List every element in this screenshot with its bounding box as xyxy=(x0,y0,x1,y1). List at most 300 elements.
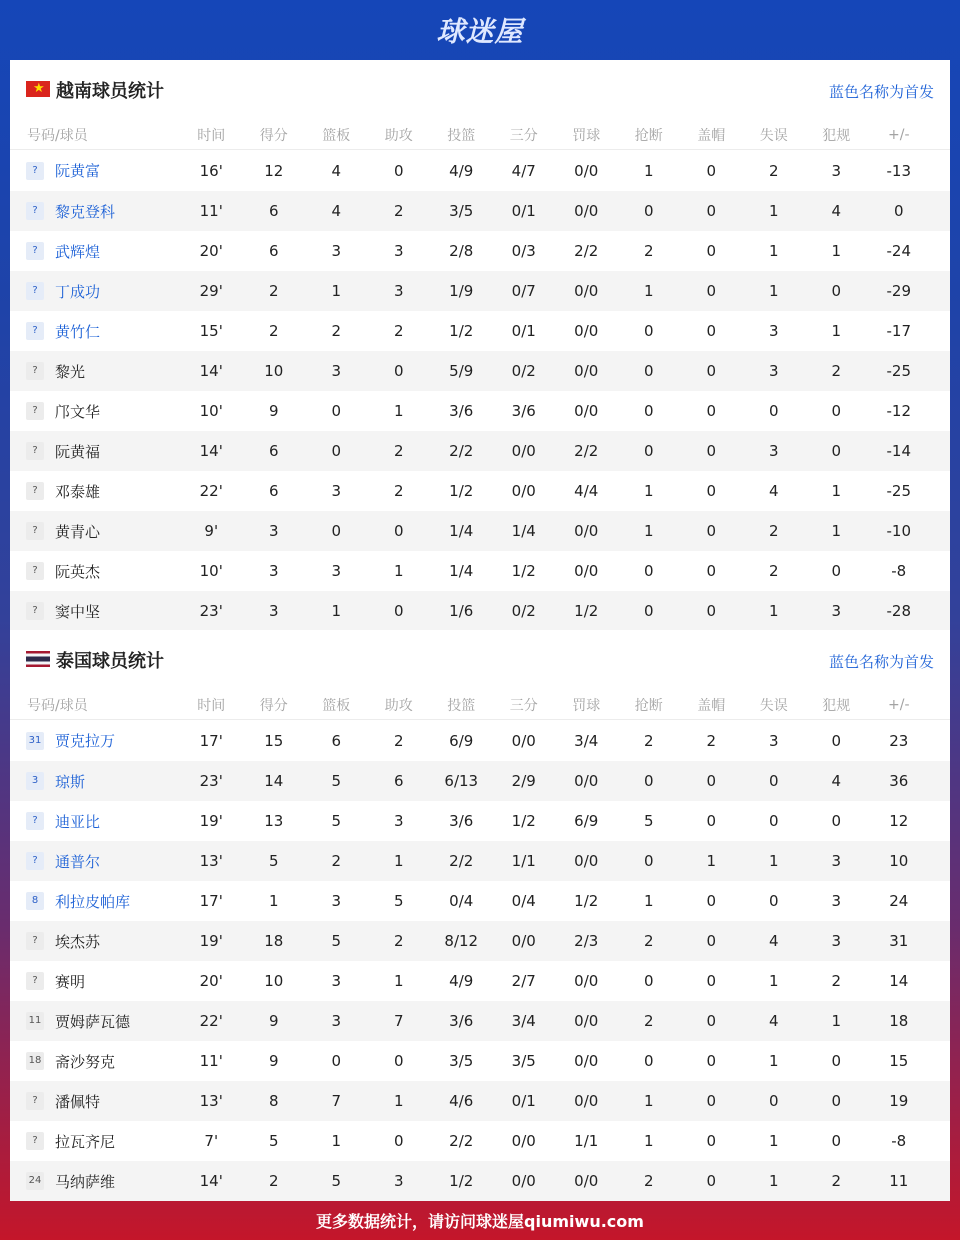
stat-cell: 3 xyxy=(768,442,779,460)
stat-cell: 0 xyxy=(706,602,717,620)
stat-cell: 1 xyxy=(643,282,654,300)
stat-cell: 3 xyxy=(768,362,779,380)
stat-cell: 0 xyxy=(831,1132,842,1150)
column-header: 犯规 xyxy=(822,127,851,144)
stat-cell: 3/6 xyxy=(449,1012,474,1030)
player-row xyxy=(10,921,950,961)
player-name[interactable]: 通普尔 xyxy=(55,852,101,871)
player-name[interactable]: 邝文华 xyxy=(55,402,101,421)
player-name[interactable]: 黄竹仁 xyxy=(55,322,101,341)
stat-cell: 9' xyxy=(204,522,219,540)
jersey-number: 24 xyxy=(26,1172,44,1190)
stat-cell: 10 xyxy=(889,852,909,870)
stat-cell: 0 xyxy=(393,161,404,180)
stat-cell: 6 xyxy=(268,242,279,260)
section-title: 越南球员统计 xyxy=(56,81,164,102)
player-row xyxy=(10,231,950,271)
player-name[interactable]: 阮黄富 xyxy=(55,162,101,180)
player-name[interactable]: 黄青心 xyxy=(55,522,101,541)
column-header: 抢断 xyxy=(634,697,663,714)
stat-cell: -8 xyxy=(891,562,907,580)
stat-cell: 0 xyxy=(706,1012,717,1030)
stat-cell: 0 xyxy=(706,242,717,260)
stat-cell: 1 xyxy=(393,1092,404,1110)
player-name[interactable]: 斋沙努克 xyxy=(55,1052,116,1071)
stat-cell: 0/0 xyxy=(574,1052,599,1070)
stat-cell: 1 xyxy=(831,522,842,540)
stat-cell: 1 xyxy=(643,482,654,500)
jersey-number: ? xyxy=(26,972,44,990)
stat-cell: 3 xyxy=(268,602,279,620)
stat-cell: 10 xyxy=(264,362,284,380)
stat-cell: 4/6 xyxy=(449,1092,474,1110)
stat-cell: 5 xyxy=(331,1172,342,1190)
stat-cell: 2 xyxy=(831,1172,842,1190)
stat-cell: 19' xyxy=(199,932,223,950)
stat-cell: 0 xyxy=(643,402,654,420)
player-row xyxy=(10,191,950,231)
stat-cell: 0/4 xyxy=(511,892,536,910)
jersey-number: ? xyxy=(26,602,44,620)
player-row xyxy=(10,351,950,391)
stat-cell: 0 xyxy=(706,892,717,910)
stat-cell: 1 xyxy=(768,1052,779,1070)
stat-cell: 0 xyxy=(706,402,717,420)
player-row xyxy=(10,271,950,311)
stat-cell: 0/0 xyxy=(574,202,599,220)
player-name[interactable]: 利拉皮帕库 xyxy=(55,892,131,911)
stat-cell: 13' xyxy=(199,852,223,870)
stat-cell: 0 xyxy=(831,402,842,420)
stat-cell: 0 xyxy=(831,1092,842,1110)
stat-cell: 0 xyxy=(706,442,717,460)
stat-cell: 0 xyxy=(768,892,779,910)
header-bar xyxy=(0,0,960,60)
stat-cell: 0/1 xyxy=(511,202,536,220)
stat-cell: 22' xyxy=(199,1012,223,1030)
stat-cell: 0/0 xyxy=(574,362,599,380)
stat-cell: 6/9 xyxy=(574,812,599,830)
player-name[interactable]: 阮英杰 xyxy=(55,562,101,581)
stat-cell: 2 xyxy=(331,852,342,870)
stat-cell: 24 xyxy=(889,892,909,910)
vietnam-flag-icon: ★ xyxy=(26,81,50,97)
column-header: 失误 xyxy=(759,697,788,714)
jersey-number: ? xyxy=(26,562,44,580)
stat-cell: 0 xyxy=(643,772,654,790)
stat-cell: 0 xyxy=(393,522,404,540)
stat-cell: 0 xyxy=(706,562,717,580)
stat-cell: 2/7 xyxy=(511,972,536,990)
stat-cell: 1/4 xyxy=(511,522,536,540)
stat-cell: 3/4 xyxy=(511,1012,536,1030)
player-cell xyxy=(10,241,180,262)
stat-cell: 0 xyxy=(706,202,717,220)
jersey-number: ? xyxy=(26,362,44,380)
stat-cell: 9 xyxy=(268,1052,279,1070)
stat-cell: 0 xyxy=(706,161,717,180)
stat-cell: 2/2 xyxy=(574,242,599,260)
stat-cell: 0 xyxy=(706,972,717,990)
thailand-flag-icon xyxy=(26,651,50,667)
player-name[interactable]: 黎克登科 xyxy=(55,202,116,221)
column-header: 助攻 xyxy=(384,697,413,714)
stat-cell: 3/6 xyxy=(449,402,474,420)
stat-cell: 2/2 xyxy=(449,852,474,870)
stat-cell: 6/9 xyxy=(449,731,474,750)
player-name[interactable]: 贾克拉万 xyxy=(55,732,116,750)
stat-cell: 1 xyxy=(768,242,779,260)
player-cell xyxy=(10,401,180,422)
stat-cell: 1 xyxy=(643,892,654,910)
stat-cell: 3 xyxy=(393,282,404,300)
stat-cell: 0 xyxy=(643,322,654,340)
stat-cell: 2 xyxy=(768,161,779,180)
stat-cell: 4 xyxy=(768,932,779,950)
player-name[interactable]: 拉瓦齐尼 xyxy=(55,1132,116,1151)
stat-cell: 5 xyxy=(331,812,342,830)
stat-cell: 3 xyxy=(831,892,842,910)
player-cell xyxy=(10,771,180,792)
stat-cell: 3/6 xyxy=(449,812,474,830)
column-header: 三分 xyxy=(509,697,538,714)
player-name[interactable]: 阮黄福 xyxy=(55,442,101,461)
stat-cell: 1 xyxy=(831,1012,842,1030)
jersey-number: ? xyxy=(26,812,44,830)
player-cell xyxy=(10,201,180,222)
player-name[interactable]: 埃杰苏 xyxy=(55,932,101,951)
stat-cell: 1 xyxy=(768,1132,779,1150)
stat-cell: 2 xyxy=(393,932,404,950)
stat-cell: 2 xyxy=(331,322,342,340)
stat-cell: 1 xyxy=(331,282,342,300)
stat-cell: 14 xyxy=(264,772,284,790)
stat-cell: 0/0 xyxy=(574,1092,599,1110)
stat-cell: 0 xyxy=(643,562,654,580)
stat-cell: 0/0 xyxy=(511,731,536,750)
column-header: 得分 xyxy=(259,697,288,714)
stat-cell: 1 xyxy=(768,1172,779,1190)
stat-cell: 2 xyxy=(768,522,779,540)
stat-cell: -28 xyxy=(886,602,911,620)
player-name[interactable]: 琼斯 xyxy=(55,772,86,791)
column-header: 盖帽 xyxy=(697,127,726,144)
player-row xyxy=(10,801,950,841)
player-cell xyxy=(10,891,180,912)
stat-cell: 1 xyxy=(831,242,842,260)
stat-cell: 0/0 xyxy=(574,1172,599,1190)
table-header xyxy=(10,120,950,150)
stat-cell: 6 xyxy=(268,442,279,460)
stat-cell: 2/8 xyxy=(449,242,474,260)
stat-cell: 14' xyxy=(199,362,223,380)
stat-cell: 14' xyxy=(199,1172,223,1190)
stat-cell: 3 xyxy=(393,1172,404,1190)
stat-cell: 1/1 xyxy=(511,852,536,870)
column-header: 时间 xyxy=(197,127,226,144)
stat-cell: 3 xyxy=(268,522,279,540)
stat-cell: 0/1 xyxy=(511,322,536,340)
stat-cell: 2 xyxy=(643,932,654,950)
player-row xyxy=(10,150,950,191)
stat-cell: 11' xyxy=(199,1052,223,1070)
player-name[interactable]: 迪亚比 xyxy=(55,812,101,831)
stat-cell: 13' xyxy=(199,1092,223,1110)
stat-cell: 3 xyxy=(331,362,342,380)
jersey-number: ? xyxy=(26,932,44,950)
stat-cell: 3/4 xyxy=(574,731,599,750)
player-cell xyxy=(10,521,180,542)
stat-cell: 0 xyxy=(706,812,717,830)
stat-cell: 1 xyxy=(331,602,342,620)
player-row xyxy=(10,551,950,591)
stat-cell: 0/2 xyxy=(511,362,536,380)
stat-cell: 1 xyxy=(643,1092,654,1110)
stat-cell: 4/9 xyxy=(449,161,474,180)
stat-cell: 11 xyxy=(889,1172,909,1190)
stat-cell: 3/5 xyxy=(511,1052,536,1070)
footer-banner[interactable]: 更多数据统计，请访问球迷屋qiumiwu.com xyxy=(316,1211,644,1231)
player-cell xyxy=(10,1051,180,1072)
table-body xyxy=(10,720,950,1201)
stat-cell: 1 xyxy=(393,972,404,990)
player-name[interactable]: 窦中坚 xyxy=(55,602,101,621)
stat-cell: 1/2 xyxy=(449,482,474,500)
stat-cell: 5/9 xyxy=(449,362,474,380)
player-cell xyxy=(10,160,180,181)
stat-cell: 1 xyxy=(331,1132,342,1150)
stat-cell: -13 xyxy=(886,161,911,180)
stat-cell: 23 xyxy=(889,731,909,750)
player-row xyxy=(10,431,950,471)
stat-cell: 0 xyxy=(643,362,654,380)
stat-cell: 1/9 xyxy=(449,282,474,300)
stat-cell: 14' xyxy=(199,442,223,460)
stat-cell: 15 xyxy=(889,1052,909,1070)
player-cell xyxy=(10,1011,180,1032)
stat-cell: 1 xyxy=(643,161,654,180)
stat-cell: 0 xyxy=(831,282,842,300)
stat-cell: 2/9 xyxy=(511,772,536,790)
stat-cell: 2 xyxy=(268,282,279,300)
section-header xyxy=(10,60,950,120)
stat-cell: 2/2 xyxy=(449,442,474,460)
stat-cell: 0/0 xyxy=(511,1172,536,1190)
column-header: 助攻 xyxy=(384,127,413,144)
player-cell xyxy=(10,281,180,302)
player-row xyxy=(10,761,950,801)
stat-cell: 18 xyxy=(889,1012,909,1030)
stat-cell: 3 xyxy=(831,852,842,870)
stat-cell: 1 xyxy=(643,1132,654,1150)
thailand-stats-panel xyxy=(10,630,950,1200)
jersey-number: 8 xyxy=(26,892,44,910)
player-name[interactable]: 马纳萨维 xyxy=(55,1172,116,1191)
stat-cell: 0 xyxy=(831,442,842,460)
stat-cell: 0 xyxy=(831,562,842,580)
stat-cell: 14 xyxy=(889,972,909,990)
stat-cell: 3 xyxy=(393,242,404,260)
jersey-number: ? xyxy=(26,202,44,220)
stat-cell: 23' xyxy=(199,602,223,620)
stat-cell: 1/2 xyxy=(511,812,536,830)
stat-cell: 2 xyxy=(393,202,404,220)
stat-cell: 2 xyxy=(768,562,779,580)
stat-cell: 1 xyxy=(831,322,842,340)
stat-cell: 19 xyxy=(889,1092,909,1110)
stat-cell: 0 xyxy=(768,402,779,420)
player-cell xyxy=(10,561,180,582)
stat-cell: 2 xyxy=(268,322,279,340)
stat-cell: 0/0 xyxy=(574,282,599,300)
stat-cell: 2 xyxy=(393,442,404,460)
stat-cell: 0 xyxy=(831,731,842,750)
stat-cell: 1 xyxy=(768,202,779,220)
stat-cell: 3 xyxy=(831,161,842,180)
stat-cell: 0 xyxy=(768,812,779,830)
stat-cell: 1 xyxy=(268,892,279,910)
stat-cell: 0 xyxy=(706,522,717,540)
stat-cell: 6/13 xyxy=(444,772,479,790)
stat-cell: 0 xyxy=(393,1132,404,1150)
stat-cell: 3 xyxy=(331,972,342,990)
player-name[interactable]: 丁成功 xyxy=(55,282,101,301)
column-header: +/- xyxy=(888,696,910,713)
stat-cell: 0 xyxy=(768,1092,779,1110)
stat-cell: 2/3 xyxy=(574,932,599,950)
stat-cell: 0/0 xyxy=(574,852,599,870)
stat-cell: 2 xyxy=(268,1172,279,1190)
stat-cell: 3 xyxy=(768,731,779,750)
player-row xyxy=(10,391,950,431)
stat-cell: 0/4 xyxy=(449,892,474,910)
column-header: 抢断 xyxy=(634,127,663,144)
stat-cell: 1 xyxy=(768,852,779,870)
stat-cell: 0/0 xyxy=(511,932,536,950)
player-name[interactable]: 潘佩特 xyxy=(55,1092,101,1111)
stat-cell: 19' xyxy=(199,812,223,830)
jersey-number: ? xyxy=(26,482,44,500)
column-header: 时间 xyxy=(197,697,226,714)
stat-cell: 3 xyxy=(331,562,342,580)
stat-cell: 1 xyxy=(393,852,404,870)
starter-note: 蓝色名称为首发 xyxy=(828,653,934,671)
stat-cell: 1/4 xyxy=(449,522,474,540)
starter-note: 蓝色名称为首发 xyxy=(828,83,934,101)
column-header: 号码/球员 xyxy=(27,127,88,144)
stat-cell: 4 xyxy=(831,202,842,220)
stat-cell: -17 xyxy=(886,322,911,340)
stat-cell: 5 xyxy=(268,852,279,870)
player-name[interactable]: 武辉煌 xyxy=(55,242,101,261)
stat-cell: 2 xyxy=(643,1172,654,1190)
stat-cell: 0 xyxy=(331,442,342,460)
section-title: 泰国球员统计 xyxy=(56,651,164,672)
stat-cell: 13 xyxy=(264,812,284,830)
player-row xyxy=(10,881,950,921)
stat-cell: 2 xyxy=(393,731,404,750)
stat-cell: 0/0 xyxy=(574,161,599,180)
stat-cell: 5 xyxy=(393,892,404,910)
stat-cell: 0/0 xyxy=(511,442,536,460)
player-cell xyxy=(10,730,180,751)
stat-cell: -8 xyxy=(891,1132,907,1150)
player-row xyxy=(10,1161,950,1201)
table-body xyxy=(10,150,950,631)
stat-cell: 0 xyxy=(706,1052,717,1070)
stat-cell: 3 xyxy=(831,932,842,950)
column-header: 三分 xyxy=(509,127,538,144)
stat-cell: -25 xyxy=(886,362,911,380)
player-row xyxy=(10,1081,950,1121)
stat-cell: 0/0 xyxy=(574,1012,599,1030)
stat-cell: 12 xyxy=(264,161,284,180)
jersey-number: ? xyxy=(26,242,44,260)
stat-cell: 1/4 xyxy=(449,562,474,580)
stat-cell: 3/6 xyxy=(511,402,536,420)
player-name[interactable]: 邓泰雄 xyxy=(55,482,101,501)
stat-cell: 0 xyxy=(706,322,717,340)
stat-cell: 5 xyxy=(268,1132,279,1150)
stat-cell: 1 xyxy=(768,282,779,300)
stat-cell: 0 xyxy=(331,1052,342,1070)
stat-cell: -25 xyxy=(886,482,911,500)
player-name[interactable]: 赛明 xyxy=(55,972,86,991)
stat-cell: 0/0 xyxy=(574,772,599,790)
stat-cell: 2 xyxy=(643,242,654,260)
stat-cell: 3 xyxy=(331,482,342,500)
column-header: 篮板 xyxy=(322,697,351,714)
jersey-number: 31 xyxy=(26,732,44,750)
stat-cell: 2 xyxy=(706,731,717,750)
jersey-number: ? xyxy=(26,402,44,420)
stat-cell: 3 xyxy=(331,1012,342,1030)
player-name[interactable]: 贾姆萨瓦德 xyxy=(55,1012,131,1031)
stat-cell: 0/0 xyxy=(574,402,599,420)
stat-cell: 3/5 xyxy=(449,202,474,220)
stat-cell: 8/12 xyxy=(444,932,479,950)
stat-cell: 3 xyxy=(331,242,342,260)
stat-cell: 2 xyxy=(831,362,842,380)
stat-cell: 4 xyxy=(768,1012,779,1030)
stat-cell: -24 xyxy=(886,242,911,260)
stat-cell: 22' xyxy=(199,482,223,500)
stat-cell: 0/7 xyxy=(511,282,536,300)
stat-cell: 3 xyxy=(393,812,404,830)
stat-cell: 12 xyxy=(889,812,909,830)
player-cell xyxy=(10,971,180,992)
player-row xyxy=(10,961,950,1001)
vietnam-stats-panel xyxy=(10,60,950,630)
player-cell xyxy=(10,481,180,502)
stat-cell: 0 xyxy=(768,772,779,790)
stat-cell: 10' xyxy=(199,562,223,580)
stat-cell: 0 xyxy=(331,402,342,420)
stat-cell: 0 xyxy=(706,1132,717,1150)
stat-cell: 0/0 xyxy=(574,562,599,580)
stat-cell: 2 xyxy=(393,322,404,340)
stat-cell: -14 xyxy=(886,442,911,460)
stat-cell: 3 xyxy=(331,892,342,910)
jersey-number: ? xyxy=(26,282,44,300)
column-header: 号码/球员 xyxy=(27,697,88,714)
stat-cell: 3/5 xyxy=(449,1052,474,1070)
jersey-number: 18 xyxy=(26,1052,44,1070)
player-name[interactable]: 黎光 xyxy=(55,362,86,381)
player-cell xyxy=(10,851,180,872)
stat-cell: 9 xyxy=(268,1012,279,1030)
column-header: 犯规 xyxy=(822,697,851,714)
